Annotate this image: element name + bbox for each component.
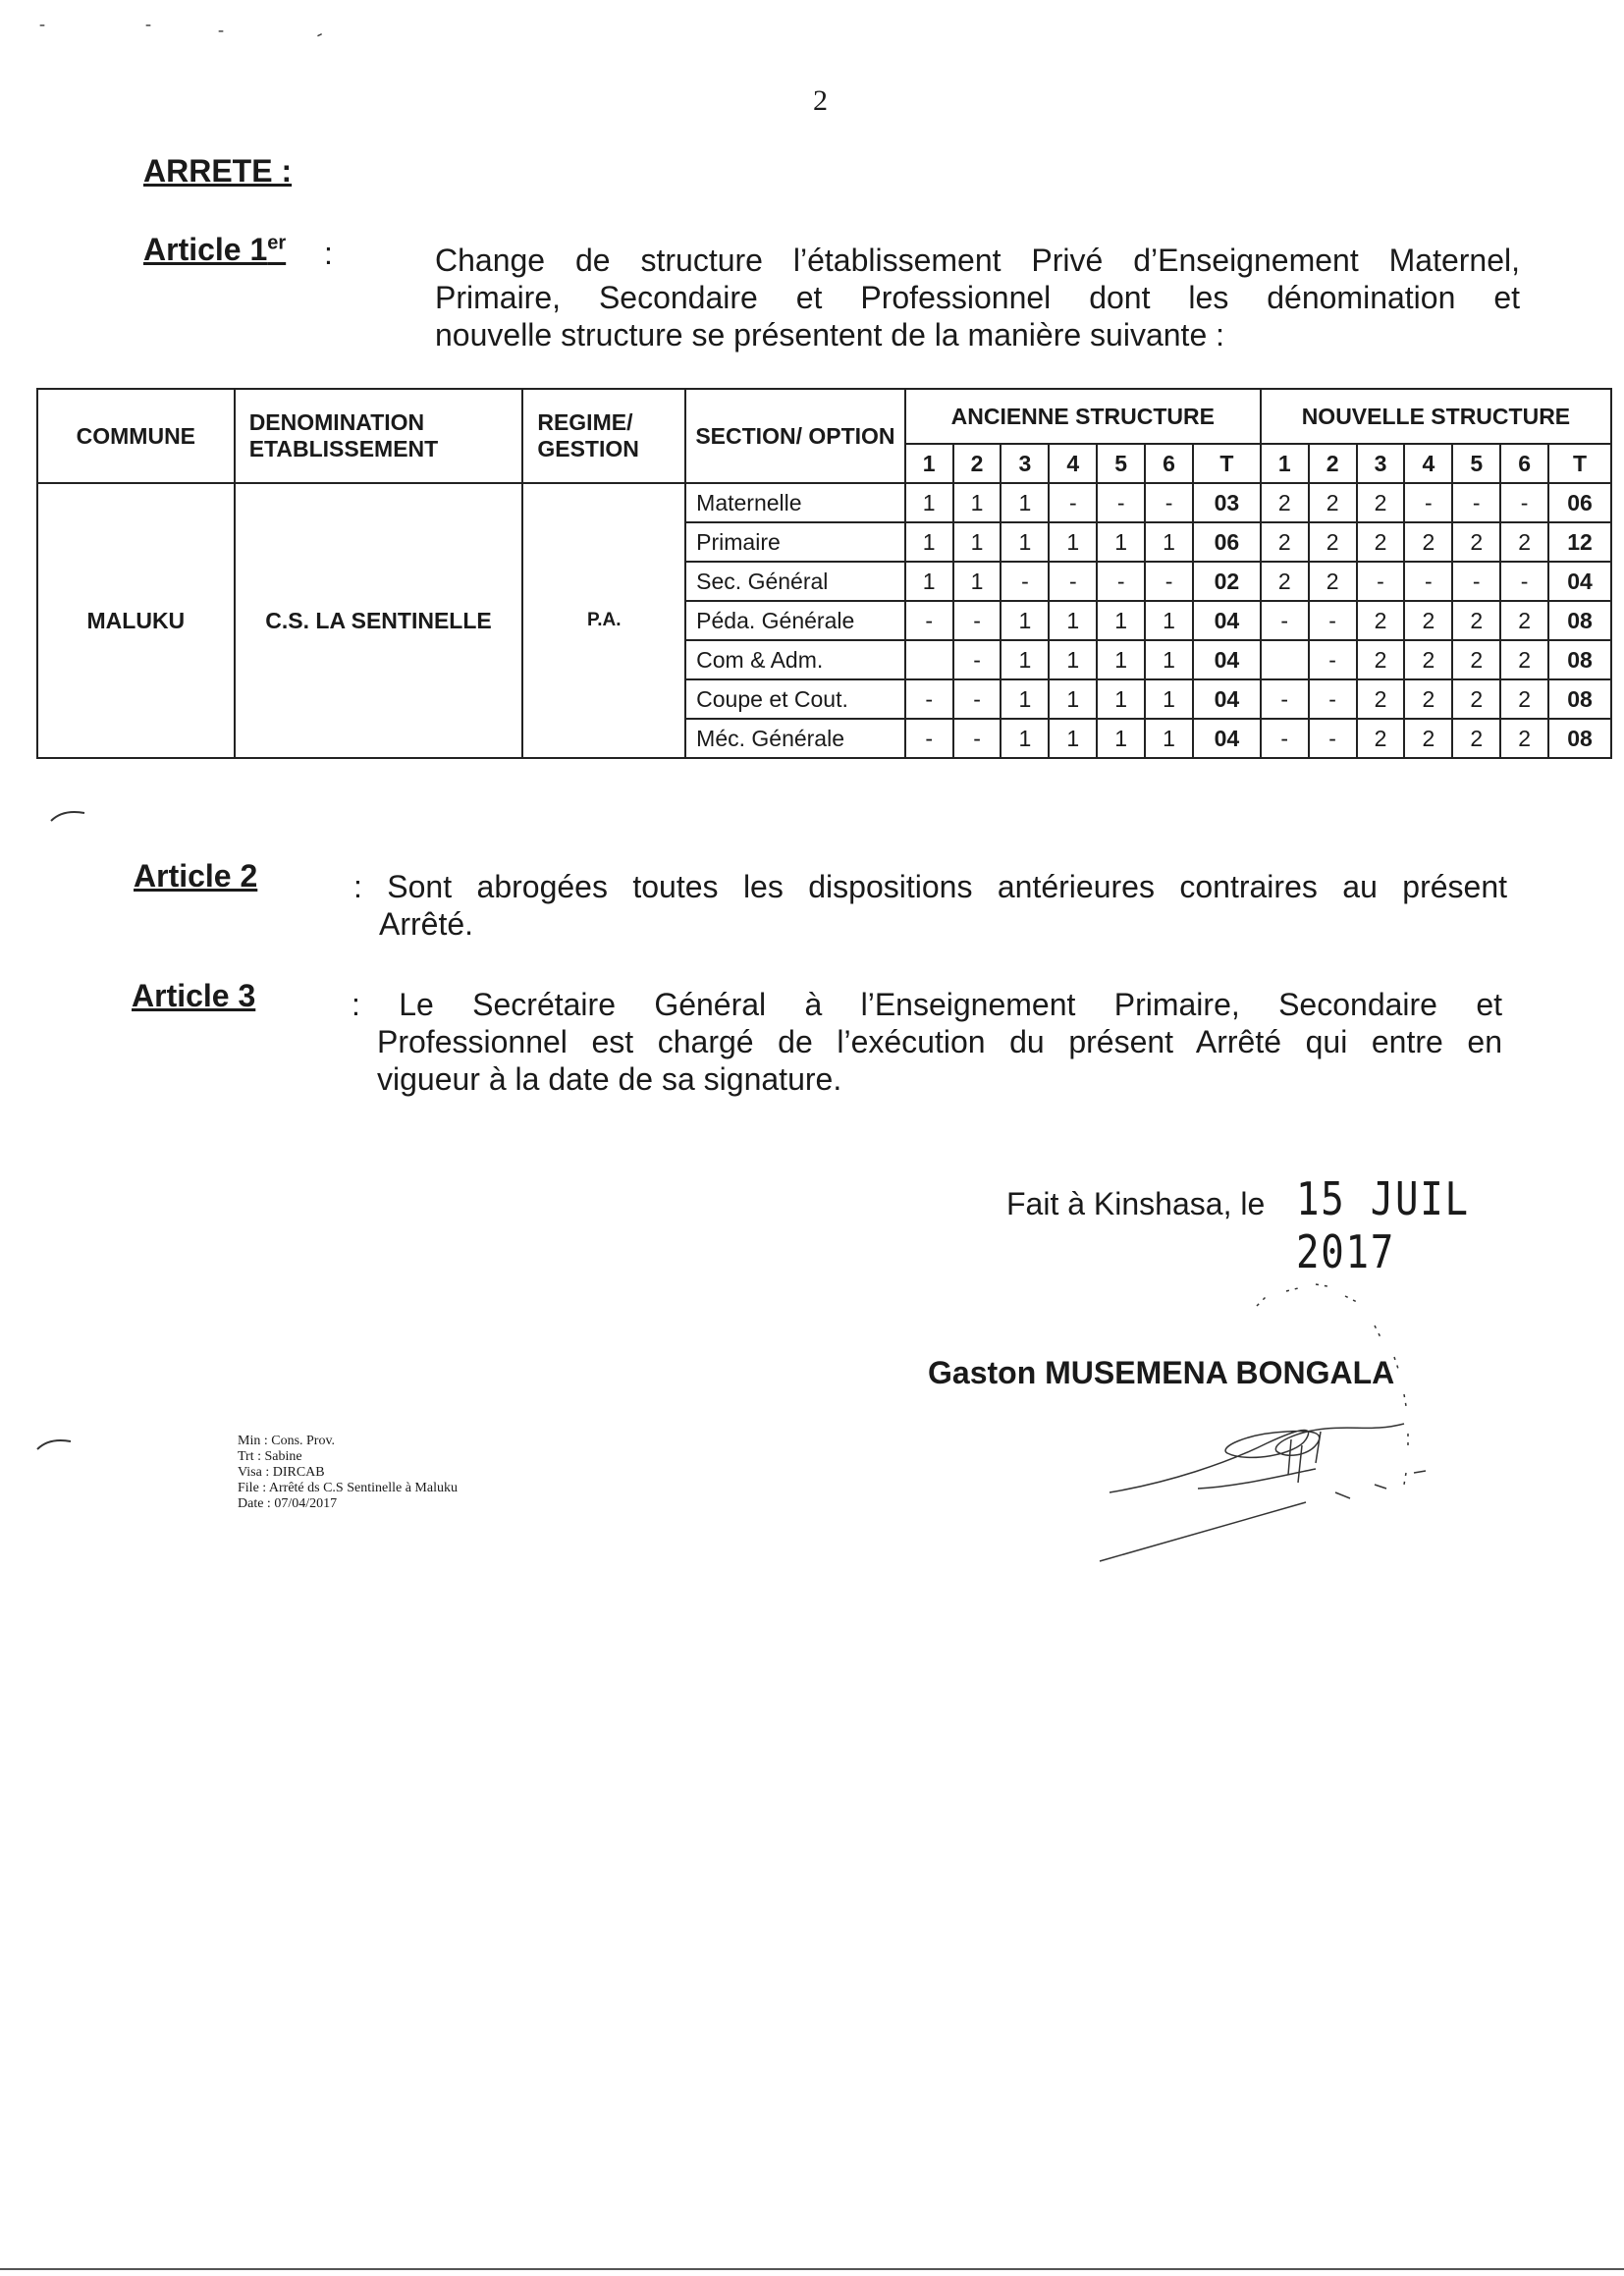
class-header: 6 [1500,444,1548,483]
old-cell: - [905,601,953,640]
option-cell: Primaire [685,522,905,562]
footnote-line: File : Arrêté ds C.S Sentinelle à Maluku [238,1481,458,1495]
new-cell: - [1261,719,1309,758]
class-header: 6 [1145,444,1193,483]
old-cell: - [953,601,1001,640]
new-cell: - [1500,562,1548,601]
new-total-cell: 12 [1548,522,1611,562]
denomination-cell: C.S. LA SENTINELLE [235,483,523,758]
table-row [37,483,1611,522]
old-cell: 1 [1001,483,1049,522]
article-3-body [352,986,1502,1098]
old-total-cell: 06 [1193,522,1261,562]
class-header: 4 [1049,444,1097,483]
footnote-line: Date : 07/04/2017 [238,1496,338,1511]
old-total-cell: 02 [1193,562,1261,601]
old-cell: 1 [905,483,953,522]
new-cell: 2 [1500,679,1548,719]
stamp-date: 15 JUIL 2017 [1296,1172,1470,1278]
old-cell: - [1097,562,1145,601]
old-cell: - [1145,562,1193,601]
new-cell: 2 [1452,679,1500,719]
old-cell: 1 [953,483,1001,522]
new-cell: 2 [1404,640,1452,679]
header-commune: COMMUNE [37,389,235,483]
old-cell: 1 [1097,719,1145,758]
new-cell: 2 [1357,522,1405,562]
class-header: 2 [953,444,1001,483]
footnote-block [238,1434,458,1512]
new-total-cell: 04 [1548,562,1611,601]
old-cell: 1 [1049,640,1097,679]
new-cell: 2 [1357,601,1405,640]
scan-mark: - [39,14,45,33]
new-cell: 2 [1404,601,1452,640]
old-cell: 1 [1001,640,1049,679]
article-2-line: Arrêté. [379,906,474,942]
old-cell: 1 [1145,679,1193,719]
scan-mark: - [311,23,326,44]
class-header: 1 [1261,444,1309,483]
option-cell: Com & Adm. [685,640,905,679]
article-2-line: : Sont abrogées toutes les dispositions antérieures contraires au présent [353,869,1507,904]
old-cell: 1 [1145,719,1193,758]
old-cell: 1 [1097,522,1145,562]
new-cell [1261,640,1309,679]
article-2-body [353,868,1507,943]
new-total-cell: 06 [1548,483,1611,522]
old-cell: - [953,640,1001,679]
new-cell: - [1357,562,1405,601]
new-cell: 2 [1357,719,1405,758]
new-cell: 2 [1500,719,1548,758]
old-cell: 1 [953,522,1001,562]
article-1-line: nouvelle structure se présentent de la manière suivante : [435,317,1225,352]
class-header: 1 [905,444,953,483]
option-cell: Méc. Générale [685,719,905,758]
class-header: 5 [1097,444,1145,483]
new-cell: 2 [1404,679,1452,719]
class-header: T [1548,444,1611,483]
option-cell: Coupe et Cout. [685,679,905,719]
old-cell: 1 [1049,522,1097,562]
header-ancienne-structure: ANCIENNE STRUCTURE [905,389,1261,444]
new-cell: - [1309,601,1357,640]
new-cell: 2 [1357,640,1405,679]
class-header: 3 [1001,444,1049,483]
footnote-line: Visa : DIRCAB [238,1465,325,1480]
new-cell: 2 [1404,719,1452,758]
article-1-text: Article 1 [143,232,268,267]
old-total-cell: 04 [1193,679,1261,719]
old-cell: 1 [1097,601,1145,640]
scan-mark [35,1436,75,1455]
old-cell: - [1049,483,1097,522]
new-cell: 2 [1404,522,1452,562]
old-cell: - [1001,562,1049,601]
new-cell: - [1309,679,1357,719]
footnote-line: Trt : Sabine [238,1449,302,1464]
header-regime: REGIME/ GESTION [522,389,685,483]
old-cell: - [905,719,953,758]
header-denomination: DENOMINATION ETABLISSEMENT [235,389,523,483]
signer-name: Gaston MUSEMENA BONGALA [928,1355,1395,1390]
scan-mark: - [145,14,151,33]
old-cell: - [1097,483,1145,522]
old-total-cell: 04 [1193,640,1261,679]
new-cell: 2 [1452,640,1500,679]
old-cell: 1 [1001,679,1049,719]
old-cell: 1 [1001,522,1049,562]
header-section: SECTION/ OPTION [685,389,905,483]
old-cell: - [953,719,1001,758]
decree-heading: ARRETE : [143,153,293,189]
class-header: 5 [1452,444,1500,483]
footnote-line: Min : Cons. Prov. [238,1434,336,1448]
new-total-cell: 08 [1548,679,1611,719]
old-cell: - [905,679,953,719]
new-total-cell: 08 [1548,601,1611,640]
old-cell: 1 [953,562,1001,601]
article-1-line: Primaire, Secondaire et Professionnel dont les dénomination et [435,280,1520,315]
new-cell: - [1404,562,1452,601]
new-total-cell: 08 [1548,640,1611,679]
class-header: 3 [1357,444,1405,483]
new-cell: 2 [1500,522,1548,562]
old-cell: 1 [1097,679,1145,719]
article-1-colon: : [324,236,333,271]
option-cell: Péda. Générale [685,601,905,640]
new-cell: 2 [1309,522,1357,562]
new-cell: - [1261,679,1309,719]
old-cell: 1 [1049,719,1097,758]
article-2-label: Article 2 [134,858,258,894]
article-1-label [143,232,286,268]
old-cell: 1 [1001,719,1049,758]
old-cell: 1 [1145,522,1193,562]
old-cell: 1 [1001,601,1049,640]
article-3-line: Professionnel est chargé de l’exécution du présent Arrêté qui entre en [377,1024,1502,1059]
new-total-cell: 08 [1548,719,1611,758]
new-cell: - [1500,483,1548,522]
article-1-body [435,242,1520,353]
article-1-sup: er [267,232,287,254]
article-1-line: Change de structure l’établissement Privé d’Enseignement Maternel, [435,243,1520,278]
old-total-cell: 04 [1193,601,1261,640]
new-cell: 2 [1261,562,1309,601]
class-header: 2 [1309,444,1357,483]
new-cell: 2 [1500,640,1548,679]
new-cell: 2 [1357,679,1405,719]
new-cell: 2 [1261,522,1309,562]
old-cell: 1 [1145,601,1193,640]
structure-table [36,388,1612,759]
new-cell: 2 [1357,483,1405,522]
regime-cell: P.A. [522,483,685,758]
scan-mark: - [218,20,224,39]
old-cell [905,640,953,679]
class-header: T [1193,444,1261,483]
new-cell: 2 [1452,719,1500,758]
article-3-line: vigueur à la date de sa signature. [377,1061,842,1097]
header-nouvelle-structure: NOUVELLE STRUCTURE [1261,389,1611,444]
option-cell: Sec. Général [685,562,905,601]
new-cell: 2 [1309,562,1357,601]
page-number: 2 [813,84,828,117]
new-cell: - [1452,483,1500,522]
new-cell: 2 [1452,522,1500,562]
old-total-cell: 04 [1193,719,1261,758]
option-cell: Maternelle [685,483,905,522]
place-date-label: Fait à Kinshasa, le [1006,1186,1266,1221]
old-cell: 1 [1049,679,1097,719]
signature [1080,1267,1532,1591]
new-cell: - [1309,640,1357,679]
old-cell: 1 [1145,640,1193,679]
new-cell: - [1404,483,1452,522]
old-cell: - [953,679,1001,719]
old-cell: 1 [905,522,953,562]
scan-edge-line [0,2268,1624,2270]
old-cell: - [1145,483,1193,522]
scan-mark [49,807,88,827]
new-cell: - [1452,562,1500,601]
new-cell: - [1309,719,1357,758]
article-3-label: Article 3 [132,978,256,1013]
old-cell: 1 [1097,640,1145,679]
old-cell: 1 [1049,601,1097,640]
old-cell: - [1049,562,1097,601]
new-cell: 2 [1309,483,1357,522]
old-cell: 1 [905,562,953,601]
new-cell: 2 [1500,601,1548,640]
new-cell: - [1261,601,1309,640]
old-total-cell: 03 [1193,483,1261,522]
new-cell: 2 [1261,483,1309,522]
class-header: 4 [1404,444,1452,483]
new-cell: 2 [1452,601,1500,640]
article-3-line: : Le Secrétaire Général à l’Enseignement Primaire, Secondaire et [352,987,1502,1022]
commune-cell: MALUKU [37,483,235,758]
